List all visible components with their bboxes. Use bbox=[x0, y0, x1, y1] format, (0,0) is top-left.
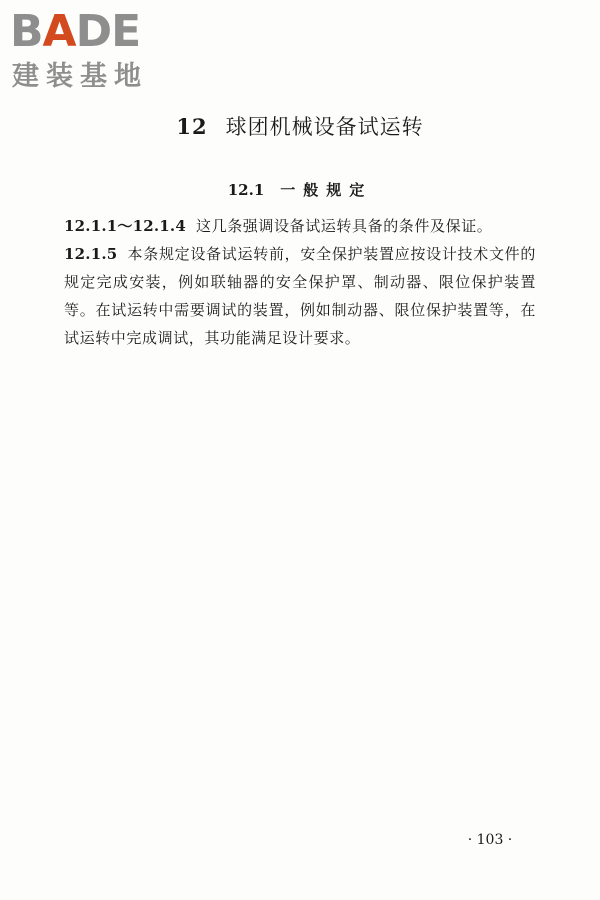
page-number: · 103 · bbox=[467, 832, 513, 848]
body-text bbox=[64, 212, 536, 352]
section-title-text: 一般规定 bbox=[280, 181, 373, 199]
section-title bbox=[0, 178, 600, 202]
clause-number: 12.1.5 bbox=[64, 245, 118, 263]
paragraph-text: 本条规定设备试运转前，安全保护装置应按设计技术文件的规定完成安装，例如联轴器的安全保护罩、制动器、限位保护装置等。在试运转中需要调试的装置，例如制动器、限位保护装置等，在试运转中完成调试，其功能满足设计要求。 bbox=[64, 245, 536, 347]
paragraph bbox=[64, 212, 536, 240]
paragraph-text: 这几条强调设备试运转具备的条件及保证。 bbox=[196, 217, 493, 235]
chapter-number: 12 bbox=[176, 114, 208, 139]
logo-mark-suffix: DE bbox=[75, 6, 141, 57]
paragraph bbox=[64, 240, 536, 352]
chapter-title-text: 球团机械设备试运转 bbox=[225, 115, 424, 139]
logo-mark-accent: A bbox=[42, 6, 76, 57]
bade-logo bbox=[10, 6, 175, 96]
logo-mark-prefix: B bbox=[10, 6, 43, 57]
logo-mark bbox=[10, 6, 140, 58]
logo-subtitle: 建装基地 bbox=[12, 61, 148, 92]
clause-number: 12.1.1～12.1.4 bbox=[64, 217, 186, 235]
chapter-title bbox=[0, 112, 600, 142]
section-number: 12.1 bbox=[227, 181, 265, 199]
